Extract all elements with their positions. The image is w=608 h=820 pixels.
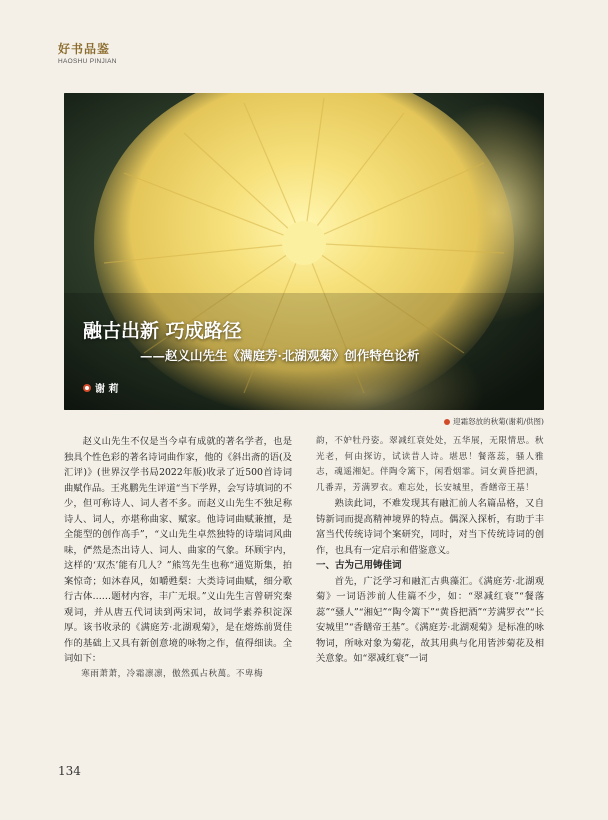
body-paragraph: 熟读此词，不难发现其有融汇前人名篇品格，又自铸新词而提高精神境界的特点。偶深入探析，有助于丰富当代传统诗词个案研究，同时，对当下传统诗词的创作，也具有一定启示和借鉴意义。	[316, 498, 544, 556]
article-author	[83, 380, 118, 395]
article-subtitle: ——赵义山先生《满庭芳·北湖观菊》创作特色论析	[140, 348, 420, 363]
page-number: 134	[58, 764, 81, 778]
body-paragraph: 首先，广泛学习和融汇古典藻汇。《满庭芳·北湖观菊》一词语涉前人佳篇不少，如：“翠减红衰”“餐落蕊”“骚人”“湘妃”“陶令篱下”“黄昏把酒”“芳满罗衣”“长安城里”“香饍帝王基”。《满庭芳·北湖观菊》是标准的咏物词，所咏对象为菊花，故其用典与化用皆涉菊花及相关意象。如“翠减红衰”一词	[316, 575, 544, 664]
text-column-right	[316, 434, 544, 667]
column-header	[58, 40, 117, 65]
column-title: 好书品鉴	[58, 42, 111, 56]
body-paragraph: 赵义山先生不仅是当今卓有成就的著名学者，也是独具个性色彩的著名诗词曲作家，他的《斜出斋的语(及汇评)》(世界汉学书局2022年版)收录了近500首诗词曲赋作品。王兆鹏先生评道“当下学界，会写诗填词的不少，但可称诗人、词人者不多。而赵义山先生不独足称诗人、词人，亦堪称曲家、赋家。他诗词曲赋兼擅，是全能型的创作高手”，“义山先生卓然独特的诗瑞词风曲味，俨然是杰出诗人、词人、曲家的气象。环顾宇内，这样的‘双杰’能有几人？”熊笃先生也称“通览斯集，拍案惊奇；如沐春风，如嚼甦梨：大类诗词曲赋，细分歌行古体……题材内容，丰广无垠。”义山先生言曾研究秦观词，并从唐五代词读到两宋词，故词学素养积淀深厚。该书收录的《满庭芳·北湖观菊》，是在熔炼前贤佳作的基础上又具有新创意境的咏物之作，值得细读。全词如下：	[64, 436, 292, 664]
caption-text: 迎霜怒放的秋菊(谢莉/供图)	[453, 417, 544, 426]
article-title: 融古出新 巧成路径	[83, 320, 242, 342]
poem-text-continued: 韵，不妒牡丹姿。翠减红衰处处，五华展，无限情思。秋光老，何由探访，试读昔人诗。堪思！餐落蕊，骚人雅志，魂遥湘妃。伴陶令篱下，闲看烟霏。词女黄昏把酒，几番弄，芳满罗衣。难忘处，长安城里，香饍帝王基！	[316, 436, 544, 493]
text-column-left	[64, 434, 292, 682]
caption-bullet-icon	[444, 419, 450, 425]
poem-text: 寒雨萧萧，冷霜凛凛，傲然孤占秋萬。不卑梅	[81, 668, 264, 679]
section-heading: 一、古为己用铸佳词	[316, 560, 402, 571]
image-caption	[444, 416, 544, 427]
column-pinyin: HAOSHU PINJIAN	[58, 58, 117, 65]
author-bullet-icon	[83, 384, 91, 392]
author-name: 谢 莉	[95, 384, 119, 395]
